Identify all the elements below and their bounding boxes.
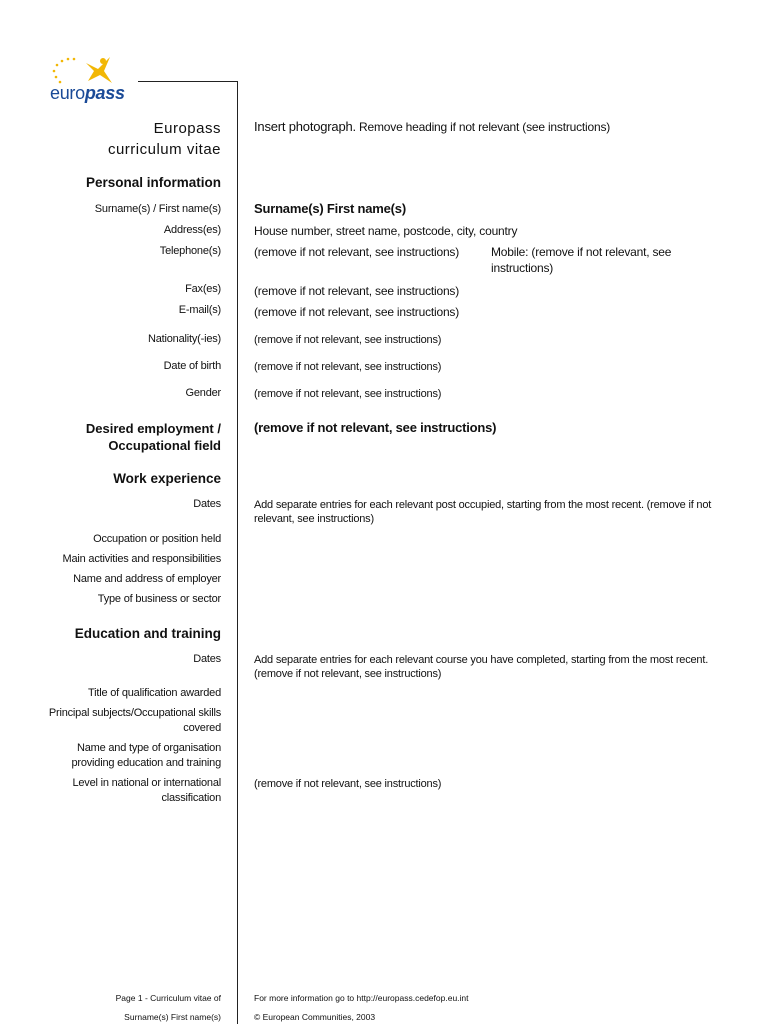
footer-page-line2: Surname(s) First name(s) [124,1012,221,1022]
education-dates-label: Dates [193,653,221,665]
desired-employment-value: (remove if not relevant, see instructions) [254,420,497,435]
employer-label: Name and address of employer [73,573,221,585]
activities-label: Main activities and responsibilities [62,553,221,565]
photo-note [254,119,610,135]
organisation-label-line1: Name and type of organisation [76,742,221,754]
desired-employment-heading-line2: Occupational field [108,438,221,453]
footer-info-line2: © European Communities, 2003 [254,1012,376,1022]
work-dates-value: Add separate entries for each relevant post occupied, starting from the most recent. (remove if not relevant, see instructions) [254,499,712,525]
fax-label: Fax(es) [185,283,221,295]
gender-value: (remove if not relevant, see instructions) [254,388,442,400]
mobile-value: Mobile: (remove if not relevant, see instructions) [491,245,672,275]
email-value: (remove if not relevant, see instructions) [254,305,460,319]
cv-title-line2: curriculum vitae [107,141,221,158]
photo-note-rest: Remove heading if not relevant (see instructions) [355,120,611,134]
name-label: Surname(s) / First name(s) [94,203,221,215]
business-label: Type of business or sector [97,593,221,605]
cv-title-line1: Europass [153,120,221,137]
column-divider [237,82,238,1024]
subjects-label-line1: Principal subjects/Occupational skills [48,707,221,719]
header-rule [138,81,238,82]
qualification-label: Title of qualification awarded [87,687,221,699]
photo-note-main: Insert photograph. [254,119,356,134]
education-training-heading: Education and training [74,626,221,641]
education-dates-value: Add separate entries for each relevant course you have completed, starting from the most recent. (remove if not relevant, see instructions) [254,654,709,680]
email-label: E-mail(s) [178,304,221,316]
subjects-label-line2: covered [183,722,221,734]
footer-info-line1: For more information go to http://europass.cedefop.eu.int [254,993,469,1003]
footer-page-line1: Page 1 - Curriculum vitae of [115,993,221,1003]
gender-label: Gender [185,387,221,399]
level-value: (remove if not relevant, see instructions) [254,778,442,790]
logo-euro-text: euro [50,83,85,103]
dob-value: (remove if not relevant, see instructions) [254,361,442,373]
work-experience-heading: Work experience [113,471,221,486]
level-label-line1: Level in national or international [72,777,221,789]
name-value: Surname(s) First name(s) [254,201,406,216]
desired-employment-heading-line1: Desired employment / [85,421,221,436]
occupation-label: Occupation or position held [93,533,221,545]
nationality-label: Nationality(-ies) [147,333,221,345]
fax-value: (remove if not relevant, see instructions) [254,284,460,298]
nationality-value: (remove if not relevant, see instructions) [254,334,442,346]
organisation-label-line2: providing education and training [71,757,221,769]
work-dates-label: Dates [193,498,221,510]
address-label: Address(es) [163,224,221,236]
level-label-line2: classification [161,792,221,804]
personal-information-heading: Personal information [85,175,221,190]
telephone-label: Telephone(s) [159,245,221,257]
europass-logo [48,55,140,107]
dob-label: Date of birth [163,360,221,372]
telephone-value: (remove if not relevant, see instructions) [254,245,460,259]
address-value: House number, street name, postcode, city, country [254,224,518,238]
logo-pass-text: pass [84,83,125,103]
